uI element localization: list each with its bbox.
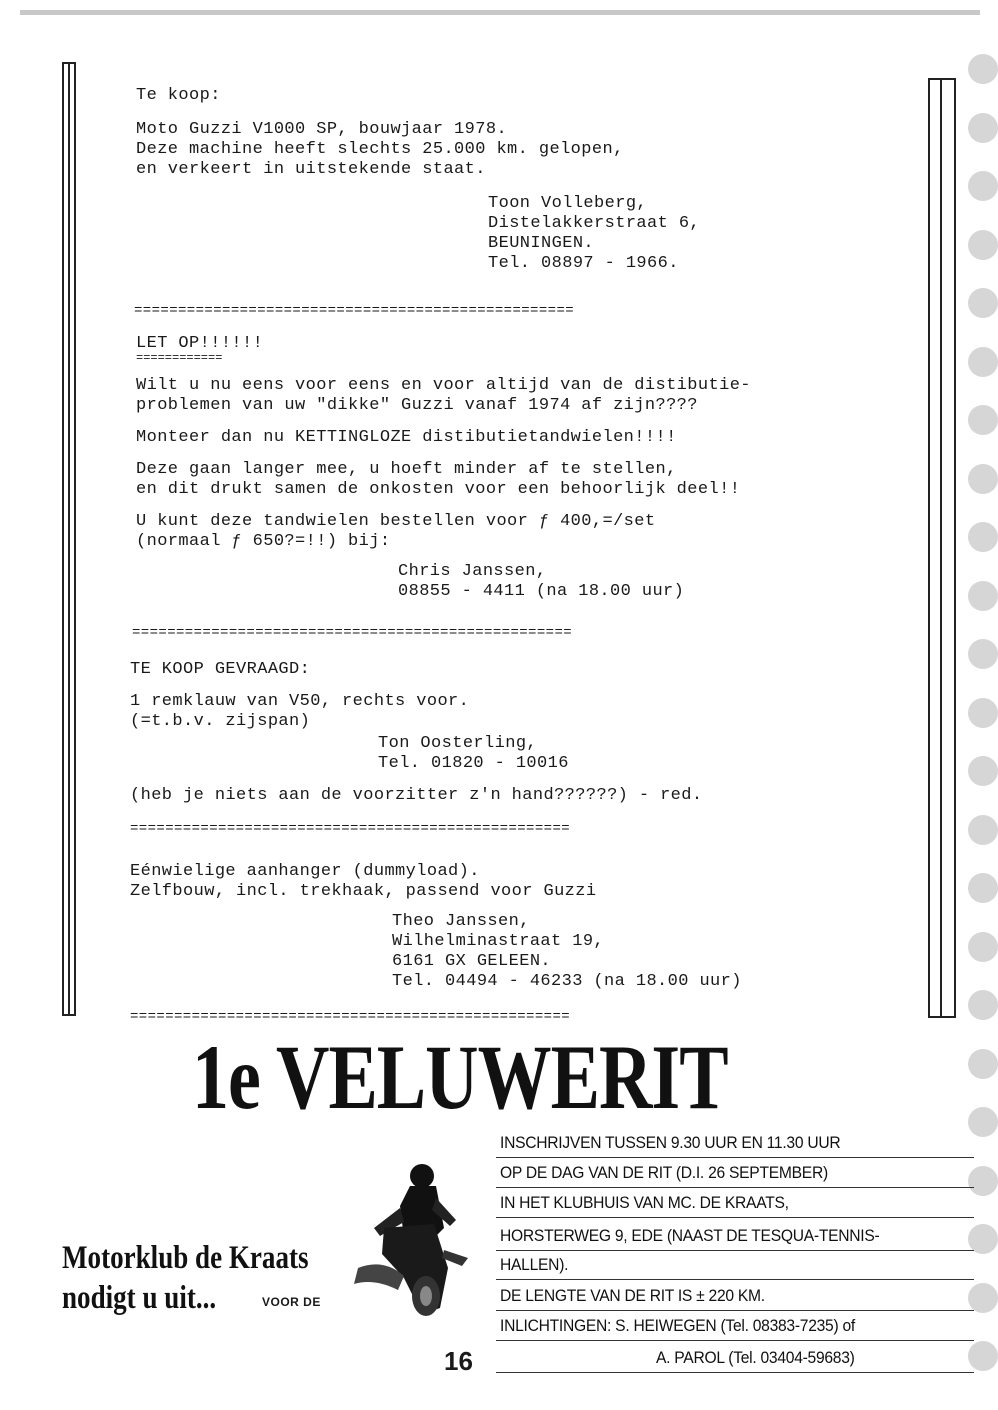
binder-hole <box>968 990 998 1020</box>
binder-hole <box>968 1166 998 1196</box>
binder-hole <box>968 1283 998 1313</box>
binder-hole <box>968 698 998 728</box>
separator: ================================================== <box>130 1010 571 1024</box>
right-margin-frame <box>928 78 956 1018</box>
separator: ================================================== <box>134 304 575 318</box>
ad2-contact: Chris Janssen, <box>398 562 547 581</box>
binder-hole <box>968 230 998 260</box>
ad1-heading: Te koop: <box>136 86 221 105</box>
writing-line <box>496 1372 974 1373</box>
event-info-line: OP DE DAG VAN DE RIT (D.I. 26 SEPTEMBER) <box>500 1163 828 1182</box>
binder-hole <box>968 815 998 845</box>
binder-hole <box>968 1341 998 1371</box>
top-edge <box>20 10 980 15</box>
event-info-line: HORSTERWEG 9, EDE (NAAST DE TESQUA-TENNIS- <box>500 1226 880 1245</box>
event-info-line: DE LENGTE VAN DE RIT IS ± 220 KM. <box>500 1286 765 1305</box>
club-invite: nodigt u uit... <box>62 1280 217 1316</box>
binder-hole <box>968 1049 998 1079</box>
ad2-line: Deze gaan langer mee, u hoeft minder af te stellen, <box>136 460 677 479</box>
binder-hole <box>968 932 998 962</box>
voor-de-label: VOOR DE <box>262 1295 321 1309</box>
ad2-heading-underline: ============ <box>136 351 223 365</box>
binder-hole <box>968 464 998 494</box>
ad4-contact: Wilhelminastraat 19, <box>392 932 605 951</box>
ad2-line: (normaal ƒ 650?=!!) bij: <box>136 532 391 551</box>
writing-line <box>496 1157 974 1158</box>
club-name: Motorklub de Kraats <box>62 1240 309 1276</box>
ad3-line: (=t.b.v. zijspan) <box>130 712 311 731</box>
writing-line <box>496 1217 974 1218</box>
writing-line <box>496 1187 974 1188</box>
binder-hole <box>968 581 998 611</box>
binder-hole <box>968 171 998 201</box>
writing-line <box>496 1310 974 1311</box>
ad4-contact: 6161 GX GELEEN. <box>392 952 552 971</box>
ad1-contact: Distelakkerstraat 6, <box>488 214 701 233</box>
ad1-contact: Toon Volleberg, <box>488 194 648 213</box>
binder-hole <box>968 639 998 669</box>
binder-hole <box>968 522 998 552</box>
ad2-contact: 08855 - 4411 (na 18.00 uur) <box>398 582 685 601</box>
binder-hole <box>968 113 998 143</box>
ad2-line: Monteer dan nu KETTINGLOZE distibutietandwielen!!!! <box>136 428 677 447</box>
left-margin-frame <box>62 62 76 1016</box>
ad1-line: Moto Guzzi V1000 SP, bouwjaar 1978. <box>136 120 508 139</box>
separator: ================================================== <box>132 626 573 640</box>
event-info-line: INLICHTINGEN: S. HEIWEGEN (Tel. 08383-7235) of <box>500 1316 855 1335</box>
event-info-line: IN HET KLUBHUIS VAN MC. DE KRAATS, <box>500 1193 789 1212</box>
page-number: 16 <box>444 1346 473 1376</box>
event-info-line: HALLEN). <box>500 1255 569 1274</box>
binder-hole <box>968 873 998 903</box>
binder-hole <box>968 288 998 318</box>
ad3-note: (heb je niets aan de voorzitter z'n hand??????) - red. <box>130 786 703 805</box>
ad3-heading: TE KOOP GEVRAAGD: <box>130 660 311 679</box>
ad1-contact: Tel. 08897 - 1966. <box>488 254 679 273</box>
ad2-heading: LET OP!!!!!! <box>136 334 264 353</box>
writing-line <box>496 1279 974 1280</box>
ad2-line: problemen van uw "dikke" Guzzi vanaf 1974 af zijn???? <box>136 396 698 415</box>
separator: ================================================== <box>130 822 571 836</box>
ad3-contact: Tel. 01820 - 10016 <box>378 754 569 773</box>
event-info-line: INSCHRIJVEN TUSSEN 9.30 UUR EN 11.30 UUR <box>500 1133 841 1152</box>
ad4-contact: Theo Janssen, <box>392 912 530 931</box>
event-title: 1e VELUWERIT <box>192 1026 728 1130</box>
writing-line <box>496 1340 974 1341</box>
ad3-contact: Ton Oosterling, <box>378 734 538 753</box>
ad4-contact: Tel. 04494 - 46233 (na 18.00 uur) <box>392 972 742 991</box>
ad2-line: Wilt u nu eens voor eens en voor altijd van de distibutie- <box>136 376 751 395</box>
ad1-line: en verkeert in uitstekende staat. <box>136 160 486 179</box>
ad2-line: U kunt deze tandwielen bestellen voor ƒ 400,=/set <box>136 512 656 531</box>
binder-holes <box>968 54 998 1410</box>
writing-line <box>496 1250 974 1251</box>
ad4-line: Eénwielige aanhanger (dummyload). <box>130 862 480 881</box>
event-info-line: A. PAROL (Tel. 03404-59683) <box>656 1348 855 1367</box>
ad3-line: 1 remklauw van V50, rechts voor. <box>130 692 470 711</box>
ad1-line: Deze machine heeft slechts 25.000 km. gelopen, <box>136 140 624 159</box>
binder-hole <box>968 54 998 84</box>
ad1-contact: BEUNINGEN. <box>488 234 595 253</box>
binder-hole <box>968 1107 998 1137</box>
motorcycle-rider-icon <box>344 1158 474 1318</box>
binder-hole <box>968 347 998 377</box>
binder-hole <box>968 756 998 786</box>
ad4-line: Zelfbouw, incl. trekhaak, passend voor Guzzi <box>130 882 597 901</box>
binder-hole <box>968 405 998 435</box>
ad2-line: en dit drukt samen de onkosten voor een behoorlijk deel!! <box>136 480 741 499</box>
